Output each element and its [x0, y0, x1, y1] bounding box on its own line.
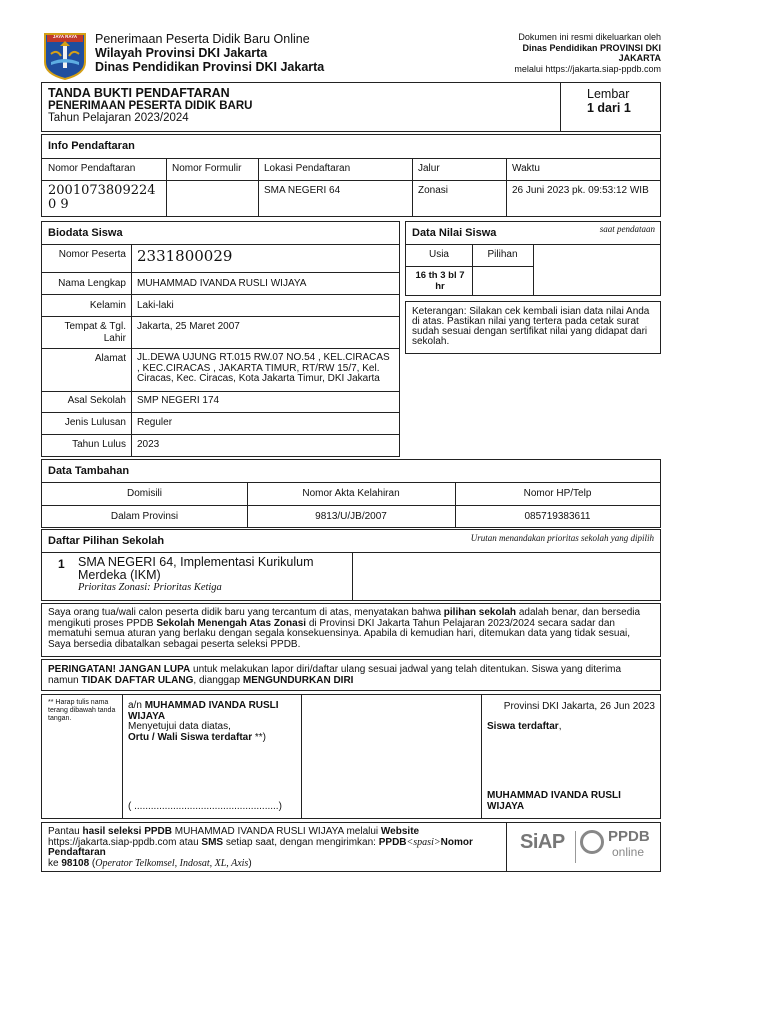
pilihan-number: 1 — [58, 557, 65, 571]
statement-part: di Provinsi DKI Jakarta Tahun Pelajaran 2023/2024 secara sadar dan mematuhi semua aturan yang berlaku dengan segala konsekuensinya. Apabila di kemudian hari, ditemukan data yang tidak sesuai, Saya bersedia dibatalkan sebagai peserta seleksi PPDB. — [48, 617, 631, 650]
label-ttl: Tempat & Tgl. Lahir — [64, 321, 126, 344]
label-alamat: Alamat — [94, 353, 126, 364]
footer-part: setiap saat, dengan mengirimkan: — [223, 836, 379, 848]
sheet-count — [587, 87, 631, 115]
biodata-section-title: Biodata Siswa — [48, 227, 123, 239]
siswa-label — [487, 721, 561, 733]
col-akta: Nomor Akta Kelahiran — [302, 488, 400, 499]
ortu-suffix: **) — [252, 731, 267, 743]
keterangan-text: Keterangan: Silakan cek kembali isian data nilai Anda di atas. Pastikan nilai yang tertera pada cetak surat sudah sesuai dengan sertifikat nilai yang didapat dari sekolah. — [412, 306, 650, 347]
sheet-value: 1 dari 1 — [587, 101, 631, 115]
issuer-note — [401, 32, 661, 74]
dki-logo — [43, 32, 87, 80]
pilihan-section-title: Daftar Pilihan Sekolah — [48, 535, 165, 547]
asal-sekolah-value: SMP NEGERI 174 — [137, 395, 220, 406]
footer-part: Pantau — [48, 826, 83, 837]
warning-text — [48, 664, 654, 686]
statement-part: adalah benar, dan bersedia mengikuti proses PPDB — [48, 607, 641, 629]
col-nomor-formulir: Nomor Formulir — [172, 163, 242, 174]
siap-logo: SiAP — [520, 831, 565, 853]
ppdb-logo-icon — [580, 830, 604, 854]
tambahan-section-title: Data Tambahan — [48, 465, 130, 477]
statement-bold: pilihan sekolah — [443, 607, 517, 618]
warning-bold: TIDAK DAFTAR ULANG — [81, 675, 194, 686]
jenis-lulusan-value: Reguler — [137, 417, 173, 428]
warning-bold: PERINGATAN! JANGAN LUPA — [48, 664, 191, 675]
issuer-line3: JAKARTA — [618, 53, 661, 63]
statement-bold: Sekolah Menengah Atas Zonasi — [156, 617, 307, 629]
signature-box — [41, 694, 661, 819]
pilihan-note: Urutan menandakan prioritas sekolah yang dipilih — [470, 533, 654, 543]
warning-bold: MENGUNDURKAN DIRI — [242, 675, 354, 686]
doc-title — [48, 87, 252, 124]
title-line1: TANDA BUKTI PENDAFTARAN — [48, 86, 230, 100]
pilihan-school: SMA NEGERI 64, Implementasi Kurikulum Merdeka (IKM) — [78, 555, 314, 582]
footer-bold: Website — [380, 826, 420, 837]
statement-text — [48, 608, 654, 650]
label-nomor-peserta: Nomor Peserta — [58, 249, 126, 260]
nomor-peserta-value: 2331800029 — [137, 247, 233, 265]
col-lokasi: Lokasi Pendaftaran — [264, 163, 351, 174]
ppdb-online-logo: online — [612, 845, 645, 859]
col-jalur: Jalur — [418, 163, 440, 174]
footer-part: ke — [48, 857, 62, 869]
ppdb-logo: PPDB — [608, 828, 650, 845]
keterangan-box — [405, 301, 661, 354]
lokasi-value: SMA NEGERI 64 — [264, 185, 341, 196]
col-usia: Usia — [428, 249, 449, 260]
siswa-name: MUHAMMAD IVANDA RUSLI WIJAYA — [487, 790, 621, 812]
akta-value: 9813/U/JB/2007 — [315, 511, 387, 522]
info-pendaftaran — [41, 134, 661, 217]
title-line3: Tahun Pelajaran 2023/2024 — [48, 112, 189, 124]
issuer-line4: melalui https://jakarta.siap-ppdb.com — [514, 63, 661, 74]
ortu-label: Ortu / Wali Siswa terdaftar — [128, 731, 253, 743]
header-line2: Wilayah Provinsi DKI Jakarta — [95, 46, 268, 60]
sign-place-date: Provinsi DKI Jakarta, 26 Jun 2023 — [503, 701, 655, 712]
nilai-section-title: Data Nilai Siswa — [412, 227, 497, 239]
footer-part: MUHAMMAD IVANDA RUSLI WIJAYA melalui — [171, 826, 381, 837]
daftar-pilihan — [41, 529, 661, 601]
col-pilihan: Pilihan — [487, 249, 518, 260]
sheet-label: Lembar — [587, 87, 630, 101]
footer-bold: SMS — [201, 836, 224, 848]
title-box — [41, 82, 661, 132]
footer-bold: 98108 — [61, 857, 90, 869]
data-nilai — [405, 221, 661, 296]
footer-italic: Operator Telkomsel, Indosat, XL, Axis — [95, 857, 249, 869]
title-line2: PENERIMAAN PESERTA DIDIK BARU — [48, 100, 253, 112]
nilai-note: saat pendataan — [599, 224, 655, 234]
alamat-value: JL.DEWA UJUNG RT.015 RW.07 NO.54 , KEL.CIRACAS , KEC.CIRACAS , JAKARTA TIMUR, RT/RW 15/7, Kel. Ciracas, Kec. Ciracas, Kota Jakarta Timur, DKI Jakarta — [137, 352, 390, 384]
footer-bold: Nomor Pendaftaran — [48, 836, 473, 858]
ttl-value: Jakarta, 25 Maret 2007 — [137, 321, 240, 332]
col-nomor-pendaftaran: Nomor Pendaftaran — [48, 163, 136, 174]
header-line1: Penerimaan Peserta Didik Baru Online — [95, 32, 310, 46]
biodata-siswa — [41, 221, 400, 457]
usia-value: 16 th 3 bl 7 hr — [415, 270, 465, 292]
kelamin-value: Laki-laki — [137, 300, 174, 311]
parent-sign-blank: ( ....................................................) — [128, 801, 282, 812]
col-hp: Nomor HP/Telp — [523, 488, 592, 499]
label-nama: Nama Lengkap — [58, 278, 126, 289]
data-tambahan — [41, 459, 661, 528]
footer-part: https://jakarta.siap-ppdb.com atau — [48, 836, 202, 848]
label-tahun-lulus: Tahun Lulus — [72, 439, 126, 450]
header-titles — [95, 32, 395, 74]
col-waktu: Waktu — [512, 163, 540, 174]
footer-bold: PPDB — [378, 836, 407, 848]
sign-note: ** Harap tulis nama terang dibawah tanda tangan. — [48, 699, 116, 722]
waktu-value: 26 Juni 2023 pk. 09:53:12 WIB — [512, 185, 649, 196]
footer-part: ) — [248, 857, 252, 869]
statement-part: Saya orang tua/wali calon peserta didik baru yang tercantum di atas, menyatakan bahwa — [48, 607, 444, 618]
nomor-pendaftaran-value: 20010738092240 9 — [48, 183, 156, 212]
tahun-lulus-value: 2023 — [137, 439, 160, 450]
an-prefix: a/n — [128, 700, 145, 711]
issuer-line2: Dinas Pendidikan PROVINSI DKI — [522, 42, 661, 53]
label-asal-sekolah: Asal Sekolah — [67, 395, 126, 406]
pilihan-priority: Prioritas Zonasi: Prioritas Ketiga — [78, 582, 222, 593]
footer-box — [41, 822, 661, 872]
an-name: MUHAMMAD IVANDA RUSLI WIJAYA — [128, 700, 279, 722]
warning-box — [41, 659, 661, 691]
footer-text — [48, 827, 503, 869]
nama-value: MUHAMMAD IVANDA RUSLI WIJAYA — [137, 278, 307, 289]
statement-box — [41, 603, 661, 657]
col-domisili: Domisili — [127, 488, 162, 499]
footer-italic: <spasi> — [406, 836, 441, 848]
warning-part: untuk melakukan lapor diri/daftar ulang sesuai jadwal yang telah ditentukan. Siswa yang diterima namun — [48, 664, 622, 686]
agree-text: Menyetujui data diatas, — [128, 721, 231, 732]
info-section-title: Info Pendaftaran — [48, 140, 135, 152]
domisili-value: Dalam Provinsi — [110, 511, 179, 522]
siswa-suffix: , — [558, 721, 562, 732]
header-line3: Dinas Pendidikan Provinsi DKI Jakarta — [95, 60, 325, 74]
siswa-label-text: Siswa terdaftar — [487, 721, 559, 732]
warning-part: , dianggap — [193, 675, 243, 686]
hp-value: 085719383611 — [524, 511, 591, 522]
parent-sign-text — [128, 701, 298, 743]
label-kelamin: Kelamin — [89, 300, 126, 311]
jalur-value: Zonasi — [418, 185, 449, 196]
footer-part: ( — [89, 857, 96, 869]
footer-bold: hasil seleksi PPDB — [82, 826, 172, 837]
issuer-line1: Dokumen ini resmi dikeluarkan oleh — [518, 32, 661, 42]
label-jenis-lulusan: Jenis Lulusan — [64, 417, 126, 428]
logo-text: JAYA RAYA — [52, 34, 78, 39]
